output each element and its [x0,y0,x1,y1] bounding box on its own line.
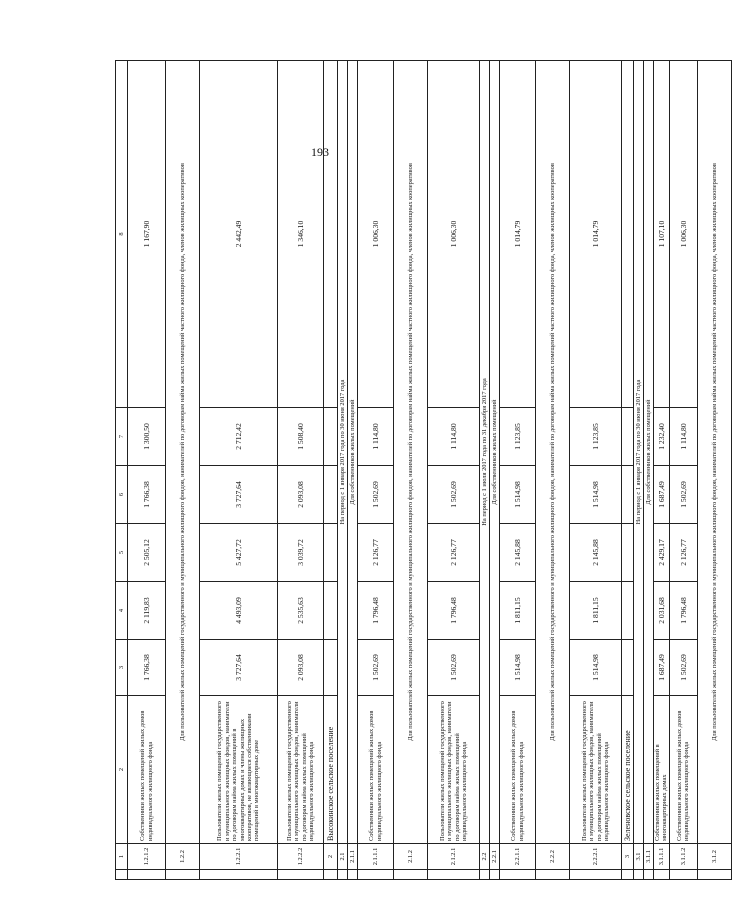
row-name: Пользователи жилых помещений государственного и муниципального жилищных фондов, наниматели по договорам найма жилых помещений в многоквартирных домах и члены жилищных кооперативов, не являющиеся собственниками помещений в многоквартирных доме [200,696,278,844]
value-cell: 5 427,72 [200,524,278,582]
value-cell: 2 712,42 [200,408,278,466]
row-code: 1.2.2 [166,844,200,870]
row-code: 2.1.1 [348,844,358,870]
blank-cell [166,870,200,880]
row-span-text: Для пользователей жилых помещений государственного и муниципального жилищного фондов, нанимателей по договорам найма жилых помещений частного жилищного фонда, членов жилищных кооперативов [394,61,428,844]
value-cell: 1 766,38 [128,466,166,524]
table-row [622,61,634,880]
value-cell: 2 442,49 [200,61,278,408]
value-cell: 4 493,09 [200,582,278,640]
value-cell: 1 346,10 [278,61,324,408]
table-row [490,61,500,880]
value-cell: 1 232,40 [654,408,670,466]
value-cell: 2 535,63 [278,582,324,640]
empty-cell [622,640,634,696]
blank-cell [669,870,697,880]
empty-cell [622,524,634,582]
value-cell: 1 502,69 [358,640,394,696]
blank-cell [278,870,324,880]
row-code: 3.1 [634,844,644,870]
blank-cell [697,870,731,880]
blank-cell [570,870,622,880]
header-cell: 3 [116,640,128,696]
blank-cell [500,870,536,880]
table-body [116,61,732,880]
value-cell: 1 766,38 [128,640,166,696]
value-cell: 1 514,98 [500,466,536,524]
value-cell: 2 145,88 [500,524,536,582]
value-cell: 1 796,48 [358,582,394,640]
row-span-text: На период с 1 января 2017 года по 30 июня 2017 года [634,61,644,844]
value-cell: 1 300,50 [128,408,166,466]
value-cell: 1 514,98 [570,466,622,524]
value-cell: 2 126,77 [669,524,697,582]
row-name: Пользователи жилых помещений государственного и муниципального жилищных фондов, наниматели по договорам найма жилых помещений индивидуального жилищного фонда [278,696,324,844]
row-code: 2.1.2.1 [428,844,480,870]
empty-cell [324,524,338,582]
blank-cell [480,870,490,880]
row-span-text: Для пользователей жилых помещений государственного и муниципального жилищного фондов, нанимателей по договорам найма жилых помещений частного жилищного фонда, членов жилищных кооперативов [536,61,570,844]
row-code: 2.2 [480,844,490,870]
blank-cell [128,870,166,880]
value-cell: 2 126,77 [428,524,480,582]
table-row [570,61,622,880]
value-cell: 1 167,90 [128,61,166,408]
value-cell: 1 114,80 [358,408,394,466]
blank-cell [536,870,570,880]
empty-cell [324,61,338,408]
row-name: Собственники жилых помещений жилых домов индивидуального жилищного фонда [669,696,697,844]
value-cell: 1 514,98 [500,640,536,696]
row-name: Собственники жилых помещений жилых домов индивидуального жилищного фонда [500,696,536,844]
row-name: Пользователи жилых помещений государственного и муниципального жилищных фондов, наниматели по договорам найма жилых помещений индивидуального жилищного фонда [570,696,622,844]
row-code: 2.2.2 [536,844,570,870]
value-cell: 2 505,12 [128,524,166,582]
page-number: 193 [311,145,329,159]
value-cell: 1 114,80 [428,408,480,466]
value-cell: 1 502,69 [428,640,480,696]
value-cell: 3 039,72 [278,524,324,582]
row-code: 2.1 [338,844,348,870]
value-cell: 1 502,69 [669,640,697,696]
row-code: 1.2.2.2 [278,844,324,870]
row-name: Собственники жилых помещений в многоквартирных домах [654,696,670,844]
blank-cell [490,870,500,880]
table-row [128,61,166,880]
table-row [200,61,278,880]
row-code: 2.2.1.1 [500,844,536,870]
blank-cell [200,870,278,880]
value-cell: 1 811,15 [570,582,622,640]
header-cell: 8 [116,61,128,408]
value-cell: 1 006,30 [428,61,480,408]
value-cell: 1 114,80 [669,408,697,466]
value-cell: 1 502,69 [358,466,394,524]
blank-cell [324,870,338,880]
table-row [358,61,394,880]
table-row [480,61,490,880]
blank-cell [622,870,634,880]
blank-cell [338,870,348,880]
value-cell: 2 093,08 [278,640,324,696]
row-code: 3.1.1.1 [654,844,670,870]
row-code: 3 [622,844,634,870]
value-cell: 2 429,17 [654,524,670,582]
header-cell-blank [116,870,128,880]
blank-cell [358,870,394,880]
row-code: 3.1.1.2 [669,844,697,870]
tariff-table [115,60,732,880]
header-cell: 4 [116,582,128,640]
value-cell: 1 796,48 [428,582,480,640]
section-heading: Высокинское сельское поселение [324,696,338,844]
value-cell: 2 093,08 [278,466,324,524]
empty-cell [324,408,338,466]
value-cell: 1 687,49 [654,466,670,524]
table-row [697,61,731,880]
row-span-text: Для пользователей жилых помещений государственного и муниципального жилищного фондов, нанимателей по договорам найма жилых помещений частного жилищного фонда, членов жилищных кооперативов [166,61,200,844]
value-cell: 1 014,79 [500,61,536,408]
value-cell: 2 145,88 [570,524,622,582]
row-name: Собственники жилых помещений жилых домов индивидуального жилищного фонда [128,696,166,844]
value-cell: 1 123,85 [570,408,622,466]
table-row [324,61,338,880]
row-span-text: Для собственников жилых помещений [490,61,500,844]
row-span-text: На период с 1 января 2017 года по 30 июня 2017 года [338,61,348,844]
value-cell: 1 502,69 [669,466,697,524]
table-row [278,61,324,880]
table-row [669,61,697,880]
value-cell: 3 727,64 [200,466,278,524]
value-cell: 1 107,10 [654,61,670,408]
header-cell: 1 [116,844,128,870]
empty-cell [324,466,338,524]
table-row [536,61,570,880]
row-span-text: На период с 1 июля 2017 года по 31 декабря 2017 года [480,61,490,844]
row-code: 1.2.1.2 [128,844,166,870]
row-name: Пользователи жилых помещений государственного и муниципального жилищных фондов, наниматели по договорам найма жилых помещений индивидуального жилищного фонда [428,696,480,844]
value-cell: 1 502,69 [428,466,480,524]
table-row [644,61,654,880]
blank-cell [428,870,480,880]
empty-cell [622,466,634,524]
row-span-text: Для собственников жилых помещений [644,61,654,844]
value-cell: 1 811,15 [500,582,536,640]
value-cell: 1 123,85 [500,408,536,466]
value-cell: 1 514,98 [570,640,622,696]
table-row [166,61,200,880]
value-cell: 1 687,49 [654,640,670,696]
header-cell: 5 [116,524,128,582]
row-code: 1.2.2.1 [200,844,278,870]
row-code: 2.1.1.1 [358,844,394,870]
value-cell: 1 796,48 [669,582,697,640]
blank-cell [644,870,654,880]
header-cell: 7 [116,408,128,466]
value-cell: 3 727,64 [200,640,278,696]
table-row [428,61,480,880]
value-cell: 2 119,83 [128,582,166,640]
header-cell: 2 [116,696,128,844]
row-code: 2 [324,844,338,870]
row-code: 3.1.2 [697,844,731,870]
value-cell: 2 126,77 [358,524,394,582]
empty-cell [324,582,338,640]
empty-cell [324,640,338,696]
table-row [654,61,670,880]
value-cell: 1 006,30 [358,61,394,408]
row-span-text: Для собственников жилых помещений [348,61,358,844]
rotated-table-container [115,60,718,880]
table-row [634,61,644,880]
row-code: 2.1.2 [394,844,428,870]
table-row [500,61,536,880]
empty-cell [622,582,634,640]
empty-cell [622,61,634,408]
section-heading: Зеленовское сельское поселение [622,696,634,844]
table-header-row [116,61,128,880]
table-row [394,61,428,880]
empty-cell [622,408,634,466]
value-cell: 2 031,68 [654,582,670,640]
row-code: 3.1.1 [644,844,654,870]
blank-cell [654,870,670,880]
table-row [348,61,358,880]
value-cell: 1 006,30 [669,61,697,408]
table-row [338,61,348,880]
blank-cell [634,870,644,880]
row-span-text: Для пользователей жилых помещений государственного и муниципального жилищного фондов, нанимателей по договорам найма жилых помещений частного жилищного фонда, членов жилищных кооперативов [697,61,731,844]
value-cell: 1 014,79 [570,61,622,408]
blank-cell [394,870,428,880]
row-name: Собственники жилых помещений жилых домов индивидуального жилищного фонда [358,696,394,844]
row-code: 2.2.1 [490,844,500,870]
header-cell: 6 [116,466,128,524]
blank-cell [348,870,358,880]
value-cell: 1 508,40 [278,408,324,466]
row-code: 2.2.2.1 [570,844,622,870]
